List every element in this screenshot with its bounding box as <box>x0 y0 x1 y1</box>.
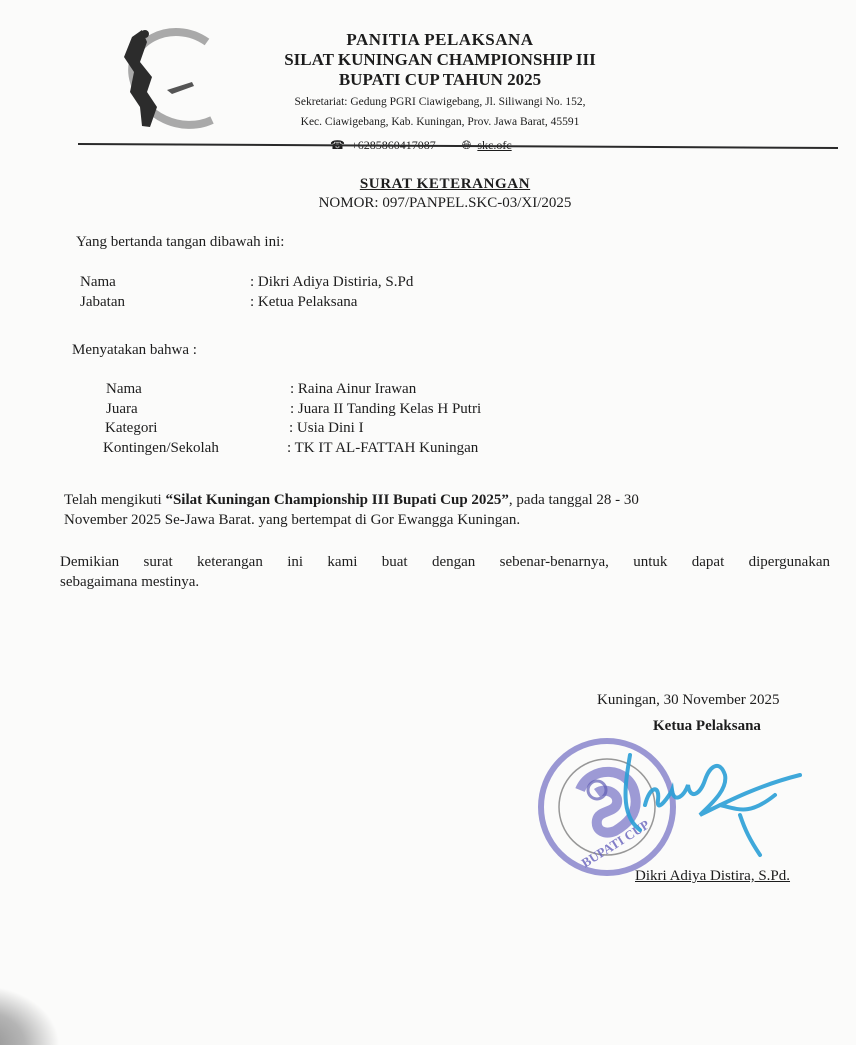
handwritten-signature <box>600 745 810 865</box>
field-value: : Ketua Pelaksana <box>250 293 358 310</box>
statement-text: Menyatakan bahwa : <box>72 342 197 358</box>
document-title: SURAT KETERANGAN <box>359 176 531 192</box>
field-value: : Raina Ainur Irawan <box>290 381 417 397</box>
closing-paragraph <box>60 552 830 592</box>
place-date: Kuningan, 30 November 2025 <box>597 692 780 708</box>
field-label: Nama <box>80 274 116 290</box>
field-value: : Dikri Adiya Distiria, S.Pd <box>250 274 414 290</box>
field-label: Jabatan <box>80 293 125 310</box>
signer-position: Ketua Pelaksana <box>653 718 761 734</box>
signer-name: Dikri Adiya Distira, S.Pd. <box>635 868 791 884</box>
field-label: Nama <box>106 381 142 397</box>
participant-field-row <box>103 380 481 400</box>
paragraph-text: , pada tanggal 28 - 30 <box>508 492 639 508</box>
intro-text: Yang bertanda tangan dibawah ini: <box>76 234 285 250</box>
field-value: : Usia Dini I <box>289 420 364 436</box>
field-label: Kategori <box>105 420 158 436</box>
paragraph-text: Telah mengikuti <box>64 492 166 508</box>
event-title: SILAT KUNINGAN CHAMPIONSHIP III <box>284 50 596 69</box>
field-label: Kontingen/Sekolah <box>103 439 219 456</box>
paragraph-text: Demikian surat keterangan ini kami buat dengan sebenar-benarnya, untuk dapat dipergunakan <box>60 554 830 570</box>
participant-field-row <box>103 439 481 459</box>
participant-field-row <box>103 419 481 439</box>
document-number: NOMOR: 097/PANPEL.SKC-03/XI/2025 <box>318 195 572 211</box>
address-line-1: Sekretariat: Gedung PGRI Ciawigebang, Jl. Siliwangi No. 152, <box>294 96 586 108</box>
signer-fields <box>80 273 413 312</box>
participant-fields <box>103 380 481 458</box>
signer-field-row <box>80 293 413 313</box>
paragraph-text: sebagaimana mestinya. <box>60 574 200 590</box>
event-name: “Silat Kuningan Championship III Bupati Cup 2025” <box>165 492 509 508</box>
document-heading <box>280 175 610 213</box>
field-value: : Juara II Tanding Kelas H Putri <box>290 400 482 417</box>
photo-edge-shadow <box>0 985 60 1045</box>
address-line-2: Kec. Ciawigebang, Kab. Kuningan, Prov. Jawa Barat, 45591 <box>300 116 580 128</box>
participant-field-row <box>103 400 481 420</box>
championship-logo <box>112 22 217 137</box>
event-subtitle: BUPATI CUP TAHUN 2025 <box>338 70 542 89</box>
paragraph-text: November 2025 Se-Jawa Barat. yang bertempat di Gor Ewangga Kuningan. <box>64 512 521 528</box>
stamp-text: BUPATI CUP <box>578 816 653 871</box>
field-value: : TK IT AL-FATTAH Kuningan <box>287 439 479 456</box>
letterhead <box>230 30 650 132</box>
field-label: Juara <box>106 400 138 417</box>
signer-field-row <box>80 273 413 293</box>
organizer-title: PANITIA PELAKSANA <box>346 30 534 49</box>
participation-paragraph <box>64 490 844 530</box>
